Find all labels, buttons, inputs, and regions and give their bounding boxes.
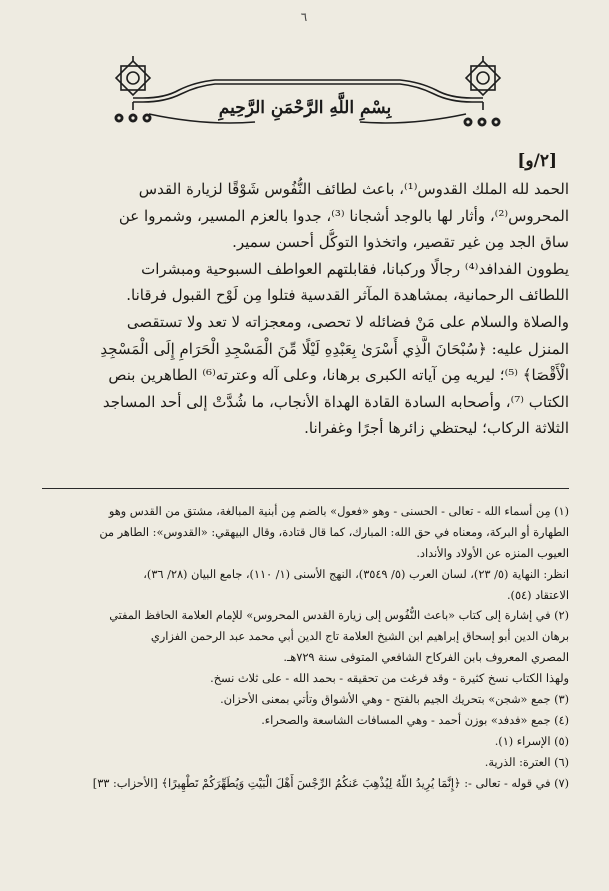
page-number: ٦ <box>300 10 308 24</box>
folio-marker: [٢/و] <box>517 151 557 171</box>
footnote-line: (٤) جمع «فدفد» بوزن أحمد - وهي المسافات الشاسعة والصحراء. <box>261 713 569 727</box>
footnote-line: ولهذا الكتاب نسخ كثيرة - وقد فرغت من تحقيقه - بحمد الله - على ثلاث نسخ. <box>210 672 569 686</box>
right-flower-cluster <box>464 118 501 127</box>
header-ornament <box>105 56 510 136</box>
main-text <box>42 176 569 442</box>
main-text-line: الكتاب ⁽⁷⁾، وأصحابه السادة القادة الهداة الأنجاب، ما شُدَّتْ إلى أحد المساجد <box>102 392 569 411</box>
left-flower-cluster <box>115 114 152 123</box>
footnote-line: (٦) العترة: الذرية. <box>484 755 569 769</box>
footnote-line: (٥) الإسراء (١). <box>494 734 569 748</box>
main-text-line: يطوون الفدافد⁽⁴⁾ رجالًا وركبانا، فقابلتهم العواطف السبوحية ومبشرات <box>141 259 569 278</box>
footnote-line: العيوب المنزه عن الأولاد والأنداد. <box>416 546 569 560</box>
left-star-emblem <box>116 56 150 95</box>
footnote-line: (١) مِن أسماء الله - تعالى - الحسنى - وهو «فعول» بالضم مِن أبنية المبالغة، مشتق من القدس وهو <box>108 505 569 518</box>
footnote-divider <box>42 488 569 489</box>
main-text-line: الحمد لله الملك القدوس⁽¹⁾، باعث لطائف النُّفُوس شَوْقًا لزيارة القدس <box>138 180 569 198</box>
main-text-line: اللطائف الرحمانية، بمشاهدة المآثر القدسية فتلوا مِن لَوْح القبول فرقانا. <box>126 286 569 305</box>
footnote-line: الطهارة أو البركة، ومعناه في حق الله: المبارك، كما قال قتادة، وقال البيهقي: «القدوس»: الطاهر من <box>99 525 569 539</box>
basmala-heading: بِسْمِ اللَّهِ الرَّحْمَنِ الرَّحِيمِ <box>218 98 392 118</box>
main-text-line: الْأَقْصَا﴾ ⁽⁵⁾؛ ليريه مِن آياته الكبرى برهانا، وعلى آله وعترته⁽⁶⁾ الطاهرين بنص <box>108 366 569 385</box>
main-text-line: الثلاثة الركاب؛ ليحتظي زائرها أجرًا وغفرانا. <box>304 419 569 438</box>
main-text-line: ساق الجد مِن غير تقصير، واتخذوا التوكُّل أحسن سمير. <box>232 233 569 252</box>
footnote-line: (٣) جمع «شجن» بتحريك الجيم بالفتح - وهي الأشواق وتأتي بمعنى الأحزان. <box>220 693 569 707</box>
footnotes <box>42 502 569 794</box>
main-text-line: والصلاة والسلام على مَنْ فضائله لا تحصى، ومعجزاته لا تعد ولا تستقصى <box>126 312 569 331</box>
footnote-line: (٧) في قوله - تعالى -: ﴿إِنَّمَا يُرِيدُ اللَّهُ لِيُذْهِبَ عَنكُمُ الرِّجْسَ أَهْلَ الْبَيْتِ وَيُطَهِّرَكُمْ تَطْهِيرًا﴾ [الأحزاب: ٣٣] <box>92 776 569 790</box>
footnote-line: الاعتقاد (٥٤). <box>506 588 569 602</box>
footnote-line: المصري المعروف بابن الفركاح الشافعي المتوفى سنة ٧٢٩هـ. <box>283 651 569 665</box>
footnote-line: (٢) في إشارة إلى كتاب «باعث النُّفُوس إلى زيارة القدس المحروس» للإمام العلامة الحافظ المفتي <box>109 609 569 623</box>
main-text-line: المحروس⁽²⁾، وأثار لها بالوجد أشجانا ⁽³⁾، جدوا بالعزم المسير، وشمروا عن <box>118 206 569 225</box>
right-star-emblem <box>466 56 500 95</box>
footnote-line: برهان الدين أبو إسحاق إبراهيم ابن الشيخ العلامة تاج الدين أبي محمد عبد الرحمن الفزاري <box>150 630 569 644</box>
main-text-line: المنزل عليه: ﴿سُبْحَانَ الَّذِي أَسْرَىٰ بِعَبْدِهِ لَيْلًا مِّنَ الْمَسْجِدِ الْحَرَامِ إِلَى الْمَسْجِدِ <box>100 339 569 358</box>
footnote-line: انظر: النهاية (٥/ ٢٣)، لسان العرب (٥/ ٣٥٤٩)، النهج الأسنى (١/ ١١٠)، جامع البيان (٢٨/ ٣٦)، <box>143 567 569 581</box>
